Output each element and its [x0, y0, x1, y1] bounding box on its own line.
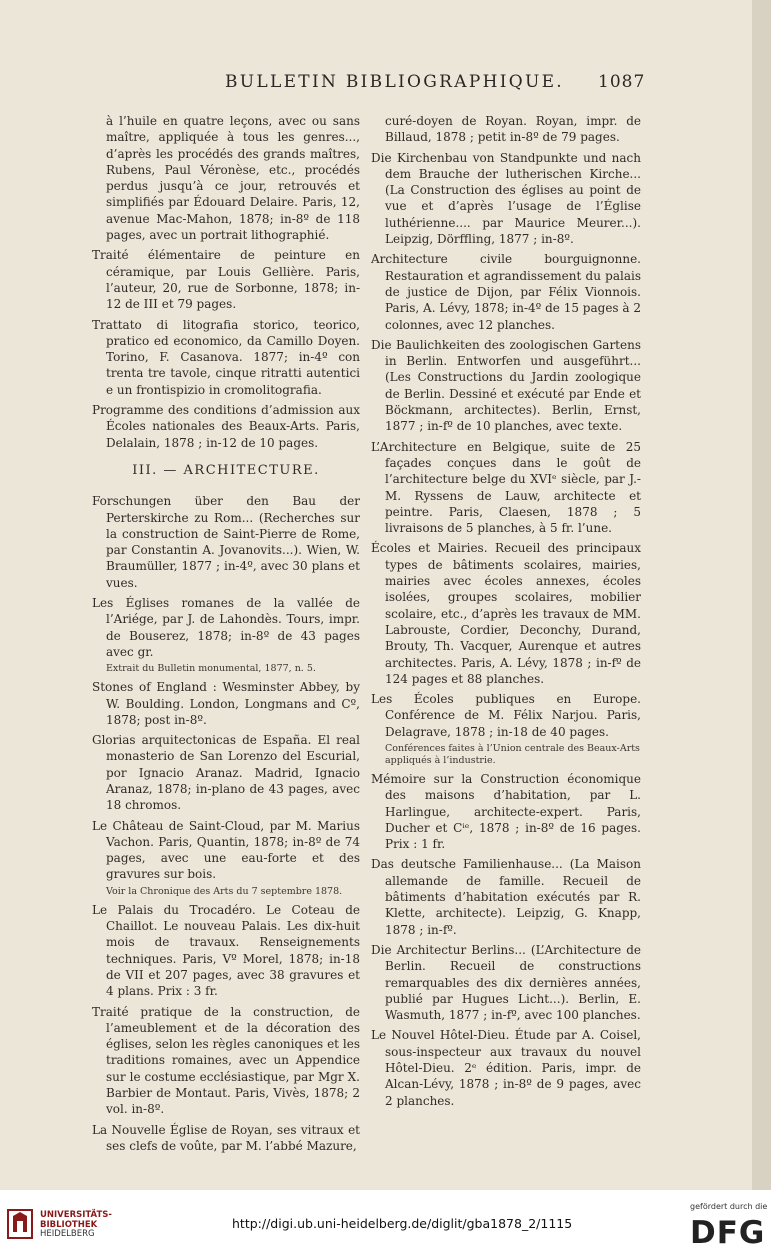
- entry-note: Extrait du Bulletin monumental, 1877, n. 5.: [106, 663, 316, 675]
- bibliography-entry: Le Nouvel Hôtel-Dieu. Étude par A. Coisel, sous-inspecteur aux travaux du nouvel Hôtel-Dieu. 2ᵉ édition. Paris, impr. de Alcan-Lévy, 1878 ; in-8º de 9 pages, avec 2 planches.: [371, 1028, 641, 1108]
- source-url-link[interactable]: http://digi.ub.uni-heidelberg.de/diglit/gba1878_2/1115: [232, 1216, 573, 1231]
- bibliography-entry: Le Palais du Trocadéro. Le Coteau de Chaillot. Le nouveau Palais. Les dix-huit mois de travaux. Renseignements techniques. Paris, Vº Morel, 1878; in-18 de VII et 207 pages, avec 38 gravures et 4 plans. Prix : 3 fr.: [92, 902, 360, 999]
- funder-caption: gefördert durch die: [690, 1202, 768, 1211]
- bibliography-entry: Les Écoles publiques en Europe. Conférence de M. Félix Narjou. Paris, Delagrave, 1878 ; in-18 de 40 pages.: [371, 692, 641, 739]
- bibliography-entry: Architecture civile bourguignonne. Restauration et agrandissement du palais de justice de Dijon, par Félix Vionnois. Paris, A. Lévy, 1878; in-4º de 15 pages à 2 colonnes, avec 12 planches.: [371, 252, 641, 332]
- page-number: 1087: [598, 72, 646, 92]
- bibliography-entry: Das deutsche Familienhause... (La Maison allemande de famille. Recueil de bâtiments d’habitation exécutés par R. Klette, architecte). Leipzig, G. Knapp, 1878 ; in-fº.: [371, 857, 641, 937]
- dfg-logo-text: DFG: [690, 1215, 766, 1246]
- library-name-line3: HEIDELBERG: [40, 1229, 95, 1239]
- bibliography-entry: Programme des conditions d’admission aux Écoles nationales des Beaux-Arts. Paris, Delalain, 1878 ; in-12 de 10 pages.: [92, 403, 360, 450]
- library-name-line1: UNIVERSITÄTS-: [40, 1210, 112, 1220]
- bibliography-entry: Écoles et Mairies. Recueil des principaux types de bâtiments scolaires, mairies, mairies avec écoles annexes, écoles isolées, groupes scolaires, mobilier scolaire, etc., d’après les travaux de MM. Labrouste, Cordier, Deconchy, Durand, Brouty, Th. Vacquer, Aurenque et autres architectes. Paris, A. Lévy, 1878 ; in-fº de 124 pages et 88 planches.: [371, 541, 641, 686]
- bibliography-entry: curé-doyen de Royan. Royan, impr. de Billaud, 1878 ; petit in-8º de 79 pages.: [385, 114, 641, 145]
- library-name-line2: BIBLIOTHEK: [40, 1219, 98, 1230]
- library-name: [40, 1211, 112, 1240]
- bibliography-entry: à l’huile en quatre leçons, avec ou sans maître, appliquée à tous les genres..., d’après les procédés des grands maîtres, Rubens, Paul Véronèse, etc., procédés perdus jusqu’à ce jour, retrouvés et simplifiés par Édouard Delaire. Paris, 12, avenue Mac-Mahon, 1878; in-8º de 118 pages, avec un portrait lithographié.: [106, 114, 360, 243]
- bibliography-entry: Mémoire sur la Construction économique des maisons d’habitation, par L. Harlingue, architecte-expert. Paris, Ducher et Cⁱᵉ, 1878 ; in-8º de 16 pages. Prix : 1 fr.: [371, 771, 641, 852]
- left-column: [92, 113, 360, 1168]
- bibliography-entry: Traité élémentaire de peinture en céramique, par Louis Gellière. Paris, l’auteur, 20, rue de Sorbonne, 1878; in-12 de III et 79 pages.: [92, 248, 360, 312]
- header-title: BULLETIN BIBLIOGRAPHIQUE.: [225, 72, 564, 92]
- entry-note: Voir la Chronique des Arts du 7 septembre 1878.: [106, 885, 343, 897]
- bibliography-entry: Les Églises romanes de la vallée de l’Ariége, par J. de Lahondès. Tours, impr. de Bouserez, 1878; in-8º de 43 pages avec gr.: [92, 596, 360, 659]
- bibliography-entry: Forschungen über den Bau der Perterskirche zu Rom... (Recherches sur la construction de Saint-Pierre de Rome, par Constantin A. Jovanovits...). Wien, W. Braumüller, 1877 ; in-4º, avec 30 plans et vues.: [92, 494, 360, 590]
- right-column: [371, 113, 641, 1168]
- university-library-logo-icon: [6, 1206, 34, 1240]
- entry-note: Conférences faites à l’Union centrale des Beaux-Arts appliqués à l’industrie.: [385, 742, 640, 766]
- viewer-footer: [0, 1190, 771, 1253]
- bibliography-entry: Die Architectur Berlins... (L’Architecture de Berlin. Recueil de constructions remarquables des dix dernières années, publié par Hugues Licht...). Berlin, E. Wasmuth, 1877 ; in-fº, avec 100 planches.: [371, 942, 641, 1023]
- bibliography-entry: Traité pratique de la construction, de l’ameublement et de la décoration des églises, selon les règles canoniques et les traditions romaines, avec un Appendice sur le costume ecclésiastique, par Mgr X. Barbier de Montaut. Paris, Vivès, 1878; 2 vol. in-8º.: [92, 1004, 360, 1117]
- bibliography-entry: Le Château de Saint-Cloud, par M. Marius Vachon. Paris, Quantin, 1878; in-8º de 74 pages, avec une eau-forte et des gravures sur bois.: [92, 818, 360, 882]
- page-edge: [752, 0, 771, 1190]
- bibliography-entry: L’Architecture en Belgique, suite de 25 façades conçues dans le goût de l’architecture belge du XVIᵉ siècle, par J.-M. Ryssens de Lauw, architecte et peintre. Paris, Claesen, 1878 ; 5 livraisons de 5 planches, à 5 fr. l’une.: [371, 439, 641, 536]
- section-heading: III. — ARCHITECTURE.: [132, 462, 320, 478]
- bibliography-entry: La Nouvelle Église de Royan, ses vitraux et ses clefs de voûte, par M. l’abbé Mazure,: [92, 1122, 360, 1153]
- bibliography-entry: Die Kirchenbau von Standpunkte und nach dem Brauche der lutherischen Kirche... (La Construction des églises au point de vue et d’après l’usage de l’Église luthérienne.... par Maurice Meurer...). Leipzig, Dörffling, 1877 ; in-8º.: [371, 150, 641, 247]
- bibliography-entry: Trattato di litografia storico, teorico, pratico ed economico, da Camillo Doyen. Torino, F. Casanova. 1877; in-4º con trenta tre tavole, cinque ritratti autentici e un frontispizio in cromolitografia.: [92, 317, 360, 397]
- bibliography-entry: Glorias arquitectonicas de España. El real monasterio de San Lorenzo del Escurial, por Ignacio Aranaz. Madrid, Ignacio Aranaz, 1878; in-plano de 43 pages, avec 18 chromos.: [92, 733, 360, 813]
- running-head: [0, 72, 771, 102]
- bibliography-entry: Stones of England : Wesminster Abbey, by W. Boulding. London, Longmans and Cº, 1878; post in-8º.: [92, 680, 360, 727]
- bibliography-entry: Die Baulichkeiten des zoologischen Gartens in Berlin. Entworfen und ausgeführt... (Les Constructions du Jardin zoologique de Berlin. Dessiné et exécuté par Ende et Böckmann, architectes). Berlin, Ernst, 1877 ; in-fº de 10 planches, avec texte.: [371, 337, 641, 434]
- dfg-logo-icon: [688, 1214, 766, 1246]
